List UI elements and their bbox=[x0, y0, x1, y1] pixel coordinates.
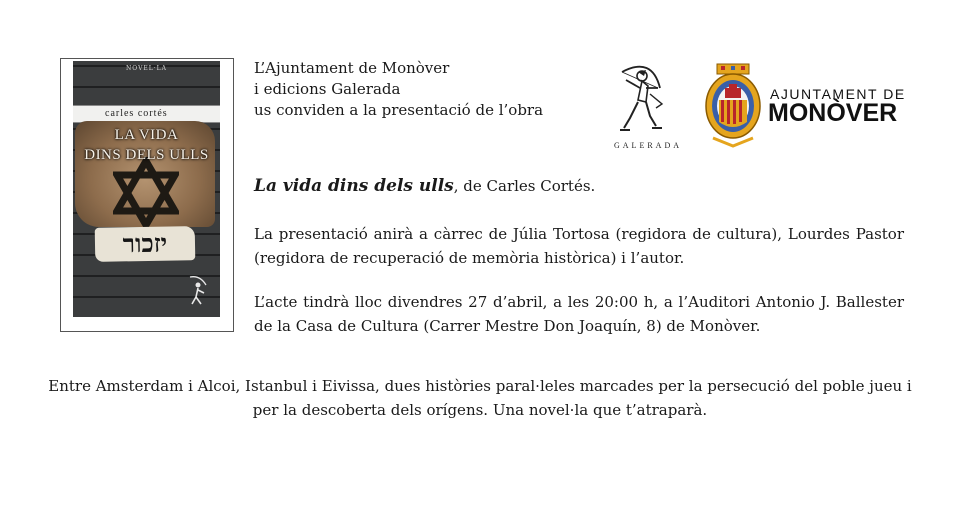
cover-hebrew-text: יזכור bbox=[122, 228, 168, 259]
work-byline: , de Carles Cortés. bbox=[453, 177, 596, 195]
work-title: La vida dins dels ulls bbox=[254, 176, 454, 196]
galerada-small-logo-icon bbox=[186, 273, 210, 307]
presentation-paragraph: La presentació anirà a càrrec de Júlia Tortosa (regidora de cultura), Lourdes Pastor (regidora de recuperació de memòria històrica) i l’autor. bbox=[254, 225, 904, 267]
archer-icon bbox=[600, 58, 696, 138]
book-cover-art bbox=[73, 61, 220, 317]
invitation-line2: i edicions Galerada bbox=[254, 80, 401, 98]
galerada-logo bbox=[600, 58, 696, 150]
cover-title-line2: DINS DELS ULLS bbox=[84, 147, 209, 163]
galerada-wordmark: GALERADA bbox=[614, 141, 682, 150]
invitation-line1: L’Ajuntament de Monòver bbox=[254, 59, 450, 77]
ajuntament-wordmark-line2: MONÒVER bbox=[768, 99, 898, 127]
ajuntament-wordmark-line1: AJUNTAMENT DE bbox=[770, 86, 906, 102]
monover-crest-icon bbox=[703, 62, 763, 148]
work-heading bbox=[254, 176, 595, 196]
event-paragraph: L’acte tindrà lloc divendres 27 d’abril, a les 20:00 h, a l’Auditori Antonio J. Ballester de la Casa de Cultura (Carrer Mestre Don Joaquín, 8) de Monòver. bbox=[254, 293, 904, 335]
synopsis-paragraph: Entre Amsterdam i Alcoi, Istanbul i Eivissa, dues històries paral·leles marcades per la persecució del poble jueu i per la descoberta dels orígens. Una novel·la que t’atraparà. bbox=[48, 377, 912, 419]
invitation-line3: us conviden a la presentació de l’obra bbox=[254, 101, 544, 119]
star-of-david-icon bbox=[113, 157, 179, 229]
cover-hebrew-plate bbox=[95, 226, 196, 262]
cover-author: carles cortés bbox=[105, 108, 168, 119]
book-cover bbox=[60, 58, 234, 332]
cover-genre: NOVEL·LA bbox=[126, 65, 167, 72]
cover-title-line1: LA VIDA bbox=[114, 127, 179, 143]
invitation-header bbox=[254, 58, 543, 121]
